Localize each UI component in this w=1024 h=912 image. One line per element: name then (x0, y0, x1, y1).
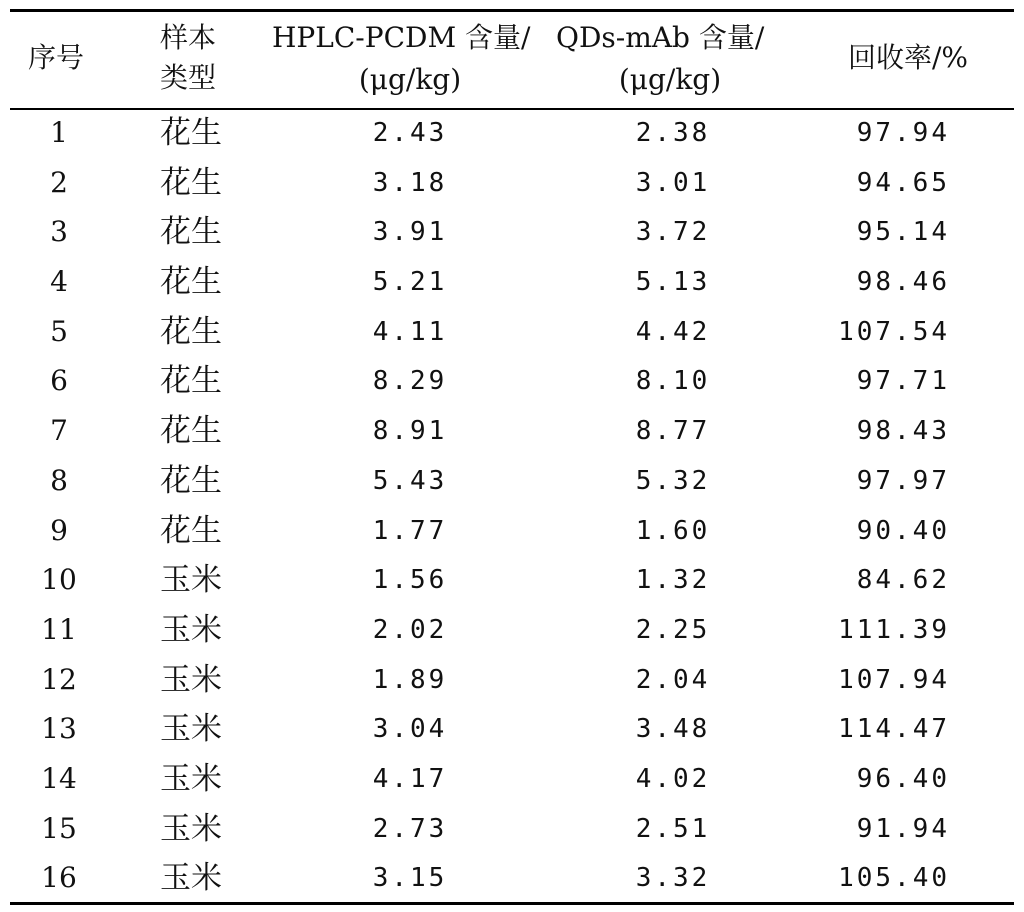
cell-recovery: 98.43 (856, 416, 950, 447)
cell-sample-type: 玉米 (160, 860, 222, 897)
cell-index: 3 (50, 215, 68, 249)
cell-sample-type: 花生 (160, 164, 222, 201)
cell-index: 5 (50, 314, 68, 348)
header-hplc-line1: HPLC-PCDM 含量/ (272, 21, 531, 54)
cell-index: 7 (50, 414, 68, 448)
cell-hplc-content: 3.15 (372, 863, 448, 894)
cell-index: 16 (41, 861, 77, 895)
cell-index: 1 (50, 116, 68, 149)
cell-hplc-content: 5.43 (372, 465, 448, 496)
table-row (0, 756, 1024, 806)
header-qds-line2: (μg/kg) (618, 63, 722, 96)
cell-recovery: 95.14 (856, 217, 950, 248)
header-sample-type-line1: 样本 (160, 21, 217, 54)
cell-qds-content: 4.02 (635, 763, 711, 794)
table-bottom-rule (10, 902, 1014, 905)
table-row (0, 806, 1024, 856)
cell-hplc-content: 4.17 (372, 763, 448, 794)
cell-recovery: 114.47 (838, 714, 950, 745)
cell-sample-type: 玉米 (160, 611, 222, 648)
header-sample-type-line2: 类型 (160, 61, 217, 94)
cell-index: 6 (50, 364, 68, 398)
cell-recovery: 94.65 (856, 167, 950, 198)
cell-recovery: 90.40 (856, 515, 950, 546)
cell-sample-type: 花生 (160, 313, 222, 350)
cell-recovery: 97.97 (856, 465, 950, 496)
cell-sample-type: 玉米 (160, 810, 222, 847)
cell-recovery: 97.94 (856, 118, 950, 148)
table-row (0, 607, 1024, 657)
cell-hplc-content: 2.43 (372, 118, 448, 148)
cell-qds-content: 3.72 (635, 217, 711, 248)
table-row (0, 358, 1024, 408)
cell-sample-type: 花生 (160, 413, 222, 450)
table-row (0, 408, 1024, 458)
cell-index: 14 (41, 761, 77, 795)
cell-index: 8 (50, 463, 68, 497)
header-qds-line1: QDs-mAb 含量/ (556, 21, 765, 54)
table-row (0, 209, 1024, 259)
table-row (0, 458, 1024, 508)
cell-sample-type: 玉米 (160, 760, 222, 797)
cell-hplc-content: 1.56 (372, 565, 448, 596)
cell-qds-content: 2.51 (635, 813, 711, 844)
cell-qds-content: 8.10 (635, 366, 711, 397)
header-index: 序号 (28, 41, 85, 74)
cell-sample-type: 花生 (160, 115, 222, 151)
cell-qds-content: 1.60 (635, 515, 711, 546)
cell-sample-type: 花生 (160, 264, 222, 301)
table-row (0, 508, 1024, 558)
cell-qds-content: 2.04 (635, 664, 711, 695)
cell-hplc-content: 3.18 (372, 167, 448, 198)
cell-recovery: 107.54 (838, 316, 950, 347)
cell-recovery: 96.40 (856, 763, 950, 794)
cell-hplc-content: 3.04 (372, 714, 448, 745)
table-row (0, 309, 1024, 359)
cell-qds-content: 1.32 (635, 565, 711, 596)
cell-recovery: 105.40 (838, 863, 950, 894)
cell-hplc-content: 4.11 (372, 316, 448, 347)
cell-hplc-content: 2.73 (372, 813, 448, 844)
table-top-rule (10, 9, 1014, 12)
cell-index: 4 (50, 265, 68, 299)
cell-sample-type: 玉米 (160, 562, 222, 599)
cell-qds-content: 5.32 (635, 465, 711, 496)
table-row (0, 110, 1024, 160)
cell-sample-type: 花生 (160, 363, 222, 400)
cell-qds-content: 3.32 (635, 863, 711, 894)
cell-qds-content: 5.13 (635, 267, 711, 298)
cell-sample-type: 花生 (160, 214, 222, 251)
cell-qds-content: 2.38 (635, 118, 711, 148)
table-row (0, 557, 1024, 607)
cell-recovery: 107.94 (838, 664, 950, 695)
cell-recovery: 97.71 (856, 366, 950, 397)
cell-recovery: 84.62 (856, 565, 950, 596)
cell-qds-content: 3.48 (635, 714, 711, 745)
cell-sample-type: 玉米 (160, 711, 222, 748)
table-row (0, 259, 1024, 309)
cell-sample-type: 花生 (160, 512, 222, 549)
cell-recovery: 111.39 (838, 614, 950, 645)
cell-recovery: 91.94 (856, 813, 950, 844)
cell-index: 9 (50, 513, 68, 547)
cell-qds-content: 2.25 (635, 614, 711, 645)
table-row (0, 657, 1024, 707)
cell-hplc-content: 8.91 (372, 416, 448, 447)
cell-index: 15 (41, 811, 77, 845)
cell-sample-type: 玉米 (160, 661, 222, 698)
cell-index: 12 (41, 662, 77, 696)
table-body (0, 110, 1024, 905)
cell-hplc-content: 3.91 (372, 217, 448, 248)
table-row (0, 160, 1024, 210)
cell-hplc-content: 5.21 (372, 267, 448, 298)
cell-qds-content: 3.01 (635, 167, 711, 198)
cell-hplc-content: 2.02 (372, 614, 448, 645)
header-hplc-line2: (μg/kg) (358, 63, 462, 96)
cell-hplc-content: 1.77 (372, 515, 448, 546)
header-recovery: 回收率/% (847, 41, 969, 74)
cell-recovery: 98.46 (856, 267, 950, 298)
table-row (0, 855, 1024, 905)
table-row (0, 706, 1024, 756)
cell-hplc-content: 1.89 (372, 664, 448, 695)
cell-index: 13 (41, 712, 77, 746)
cell-sample-type: 花生 (160, 462, 222, 499)
cell-hplc-content: 8.29 (372, 366, 448, 397)
cell-qds-content: 4.42 (635, 316, 711, 347)
cell-index: 11 (41, 612, 77, 646)
cell-index: 10 (41, 563, 77, 597)
cell-qds-content: 8.77 (635, 416, 711, 447)
cell-index: 2 (50, 165, 68, 199)
